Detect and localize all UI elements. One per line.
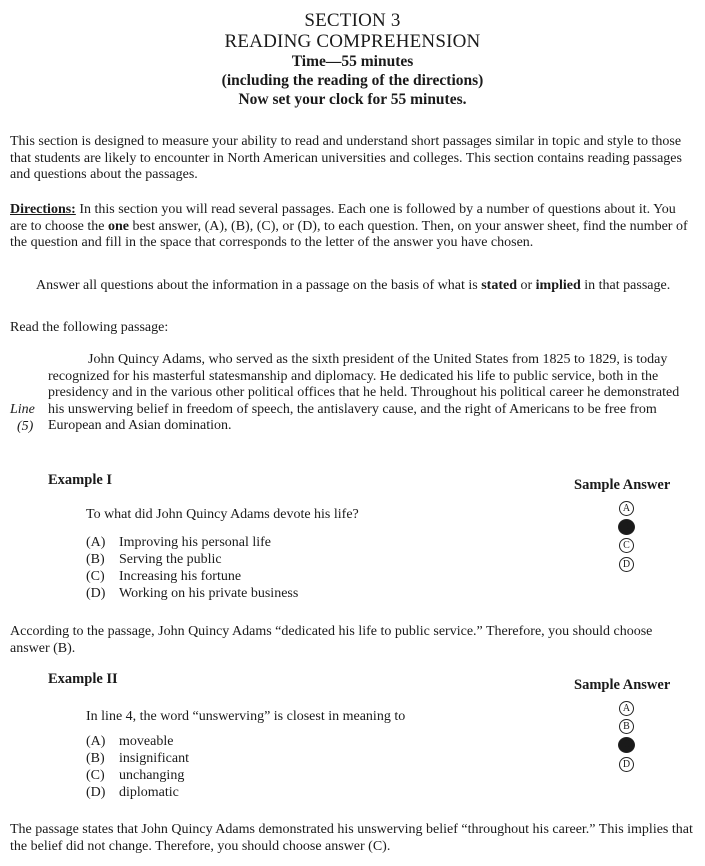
example-2-question: In line 4, the word “unswerving” is closest in meaning to	[86, 709, 406, 724]
option-text: Serving the public	[119, 552, 222, 567]
example-1-options	[86, 534, 298, 602]
option-text: insignificant	[119, 751, 189, 766]
option-row	[86, 534, 298, 551]
answer-bubble-b-filled: B	[618, 519, 635, 535]
option-text: Working on his private business	[119, 586, 299, 601]
answer-all-implied: implied	[535, 278, 581, 293]
intro-paragraph: This section is designed to measure your ability to read and understand short passages similar in topic and style to those that students are likely to encounter in North American universities and colleges. This section contains reading passages and questions about the passages.	[10, 134, 682, 182]
line-label: Line	[10, 402, 35, 417]
example-2-explanation: The passage states that John Quincy Adams demonstrated his unswerving belief “throughout his career.” This implies that the belief did not change. Therefore, you should choose answer (C).	[10, 822, 693, 854]
answer-bubble-a: A	[619, 501, 634, 516]
option-row	[86, 767, 189, 784]
example-2-answer-bubbles	[619, 701, 637, 775]
option-letter: (B)	[86, 751, 105, 766]
option-letter: (D)	[86, 586, 106, 601]
answer-bubble-c: C	[619, 538, 634, 553]
answer-bubble-c-filled: C	[618, 737, 635, 753]
directions-text-a: In this section you will read several passages. Each one is followed by a number of questions about it. You are to choose the	[10, 202, 676, 234]
read-following: Read the following passage:	[10, 320, 169, 335]
option-letter: (B)	[86, 552, 105, 567]
example-1-answer-bubbles	[619, 501, 637, 575]
example-1-title: Example I	[48, 472, 113, 488]
section-number: SECTION 3	[304, 10, 401, 31]
option-text: moveable	[119, 734, 174, 749]
example-2-options	[86, 733, 189, 801]
line-number: (5)	[17, 419, 34, 434]
time-note: (including the reading of the directions)	[221, 72, 484, 89]
option-letter: (C)	[86, 569, 105, 584]
option-row	[86, 750, 189, 767]
directions-label: Directions:	[10, 202, 76, 217]
answer-all-stated: stated	[481, 278, 517, 293]
example-2-sample-label: Sample Answer	[574, 677, 671, 693]
time-limit: Time—55 minutes	[291, 53, 414, 70]
option-row	[86, 784, 189, 801]
option-text: unchanging	[119, 768, 185, 783]
option-row	[86, 551, 298, 568]
option-letter: (C)	[86, 768, 105, 783]
directions-paragraph	[10, 202, 694, 252]
option-row	[86, 568, 298, 585]
answer-bubble-d: D	[619, 557, 634, 572]
example-1-sample-label: Sample Answer	[574, 477, 671, 493]
option-text: Increasing his fortune	[119, 569, 242, 584]
answer-bubble-b: B	[619, 719, 634, 734]
section-header	[0, 10, 705, 109]
passage-text: John Quincy Adams, who served as the sixth president of the United States from 1825 to 1829, is today recognized for his masterful statesmanship and diplomacy. He dedicated his life to public service, both in the presidency and in the various other political offices that he held. Throughout his political career he demonstrated his unswerving belief in freedom of speech, the antislavery cause, and the right of Americans to be free from European and Asian domination.	[48, 352, 680, 434]
option-row	[86, 733, 189, 750]
option-letter: (A)	[86, 535, 106, 550]
option-text: Improving his personal life	[119, 535, 272, 550]
option-letter: (A)	[86, 734, 106, 749]
answer-all-text-a: Answer all questions about the information in a passage on the basis of what is	[36, 278, 482, 293]
answer-all-text-b: in that passage.	[580, 278, 671, 293]
example-1-question: To what did John Quincy Adams devote his life?	[86, 507, 359, 522]
option-letter: (D)	[86, 785, 106, 800]
option-text: diplomatic	[119, 785, 179, 800]
example-1-explanation: According to the passage, John Quincy Adams “dedicated his life to public service.” Therefore, you should choose answer (B).	[10, 624, 653, 656]
directions-text-b: best answer, (A), (B), (C), or (D), to each question. Then, on your answer sheet, find the number of the question and fill in the space that corresponds to the letter of the answer you have chosen.	[10, 218, 688, 250]
reading-passage	[48, 352, 688, 435]
clock-instruction: Now set your clock for 55 minutes.	[238, 91, 467, 108]
option-row	[86, 585, 298, 602]
section-title: READING COMPREHENSION	[224, 31, 481, 52]
directions-one: one	[107, 218, 129, 234]
answer-all-paragraph	[10, 278, 694, 295]
answer-all-or: or	[516, 278, 536, 293]
answer-bubble-a: A	[619, 701, 634, 716]
answer-bubble-d: D	[619, 757, 634, 772]
example-2-title: Example II	[48, 671, 118, 687]
